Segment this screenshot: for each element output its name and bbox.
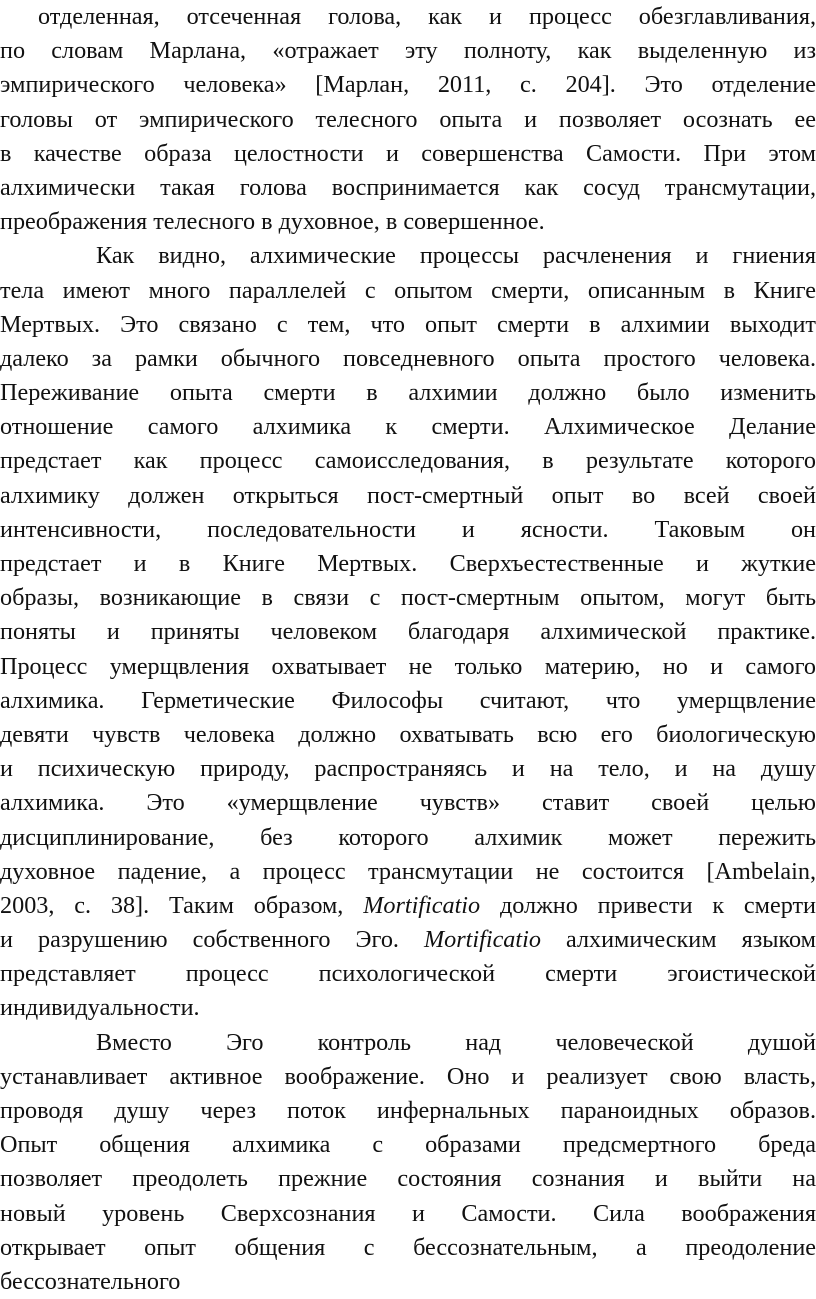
text-line xyxy=(0,308,816,342)
text-segment: преображения телесного в духовное, в совершенное. xyxy=(0,208,545,236)
text-line xyxy=(0,376,816,410)
text-line xyxy=(0,889,816,923)
text-line xyxy=(0,991,816,1025)
text-line xyxy=(0,1265,816,1299)
text-segment: и психическую природу, распространяясь и на тело, и на душу xyxy=(0,755,816,783)
text-segment: алхимическим языком xyxy=(540,926,816,954)
text-segment: девяти чувств человека должно охватывать всю его биологическую xyxy=(0,720,816,748)
text-segment: новый уровень Сверхсознания и Самости. Сила воображения xyxy=(0,1199,816,1227)
text-line xyxy=(0,205,816,239)
text-segment: Переживание опыта смерти в алхимии должно было изменить xyxy=(0,379,816,407)
text-line xyxy=(0,1060,816,1094)
text-segment: Процесс умерщвления охватывает не только материю, но и самого xyxy=(0,652,816,680)
text-line xyxy=(0,547,816,581)
text-segment: алхимика. Это «умерщвление чувств» ставит своей целью xyxy=(0,789,816,817)
text-segment: проводя душу через поток инфернальных параноидных образов. xyxy=(0,1097,816,1124)
text-segment: образы, возникающие в связи с пост-смертным опытом, могут быть xyxy=(0,584,816,612)
text-segment: представляет процесс психологической смерти эгоистической xyxy=(0,960,816,988)
text-line xyxy=(0,479,816,513)
text-line xyxy=(0,444,816,478)
italic-term: Mortificatio xyxy=(363,891,481,919)
text-segment: Мертвых. Это связано с тем, что опыт смерти в алхимии выходит xyxy=(0,310,816,338)
paragraph xyxy=(0,239,816,1025)
text-line xyxy=(0,684,816,718)
text-line xyxy=(0,615,816,649)
text-line xyxy=(0,923,816,957)
text-line xyxy=(0,581,816,615)
text-line xyxy=(0,821,816,855)
text-segment: Вместо Эго контроль над человеческой душой xyxy=(96,1028,816,1056)
text-segment: тела имеют много параллелей с опытом смерти, описанным в Книге xyxy=(0,276,816,304)
text-line xyxy=(0,752,816,786)
text-line xyxy=(0,342,816,376)
italic-term: Mortificatio xyxy=(424,926,541,954)
text-line xyxy=(0,513,816,547)
text-segment: алхимику должен открыться пост-смертный опыт во всей своей xyxy=(0,481,816,509)
text-segment: в качестве образа целостности и совершенства Самости. При этом xyxy=(0,139,816,167)
text-segment: Как видно, алхимические процессы расчленения и гниения xyxy=(96,242,816,270)
text-segment: далеко за рамки обычного повседневного опыта простого человека. xyxy=(0,344,816,372)
paragraph xyxy=(0,1026,816,1299)
text-line xyxy=(0,1026,816,1060)
text-line xyxy=(0,68,816,102)
text-segment: интенсивности, последовательности и ясности. Таковым он xyxy=(0,515,816,543)
text-segment: по словам Марлана, «отражает эту полноту, как выделенную из xyxy=(0,37,816,65)
text-segment: устанавливает активное воображение. Оно и реализует свою власть, xyxy=(0,1062,816,1090)
text-line xyxy=(0,410,816,444)
text-segment: отделенная, отсеченная голова, как и процесс обезглавливания, xyxy=(38,3,816,30)
text-line xyxy=(0,786,816,820)
text-line xyxy=(0,34,816,68)
text-line xyxy=(0,274,816,308)
text-line xyxy=(0,957,816,991)
text-line xyxy=(0,1162,816,1196)
text-segment: индивидуальности. xyxy=(0,994,200,1022)
text-line xyxy=(0,171,816,205)
text-segment: дисциплинирование, без которого алхимик может пережить xyxy=(0,823,816,851)
text-line xyxy=(0,1128,816,1162)
text-line xyxy=(0,718,816,752)
text-line xyxy=(0,1231,816,1265)
text-segment: бессознательного xyxy=(0,1267,181,1295)
text-segment: предстает и в Книге Мертвых. Сверхъестественные и жуткие xyxy=(0,550,816,577)
text-segment: алхимически такая голова воспринимается как сосуд трансмутации, xyxy=(0,173,816,201)
text-segment: Опыт общения алхимика с образами предсмертного бреда xyxy=(0,1131,816,1159)
paragraph xyxy=(0,0,816,239)
text-segment: головы от эмпирического телесного опыта и позволяет осознать ее xyxy=(0,105,816,133)
text-line xyxy=(0,0,816,34)
text-segment: открывает опыт общения с бессознательным, а преодоление xyxy=(0,1233,816,1261)
text-segment: 2003, с. 38]. Таким образом, xyxy=(0,891,364,919)
text-segment: алхимика. Герметические Философы считают, что умерщвление xyxy=(0,686,816,714)
text-line xyxy=(0,650,816,684)
text-line xyxy=(0,137,816,171)
text-segment: отношение самого алхимика к смерти. Алхимическое Делание xyxy=(0,413,816,441)
text-segment: позволяет преодолеть прежние состояния сознания и выйти на xyxy=(0,1165,816,1193)
text-segment: духовное падение, а процесс трансмутации не состоится [Ambelain, xyxy=(0,857,816,885)
text-segment: эмпирического человека» [Марлан, 2011, с. 204]. Это отделение xyxy=(0,71,816,99)
text-segment: и разрушению собственного Эго. xyxy=(0,926,425,954)
text-segment: поняты и приняты человеком благодаря алхимической практике. xyxy=(0,618,816,646)
text-line xyxy=(0,103,816,137)
text-line xyxy=(0,239,816,273)
text-line xyxy=(0,855,816,889)
text-segment: предстает как процесс самоисследования, в результате которого xyxy=(0,447,816,475)
text-segment: должно привести к смерти xyxy=(480,891,816,919)
text-line xyxy=(0,1197,816,1231)
text-line xyxy=(0,1094,816,1128)
